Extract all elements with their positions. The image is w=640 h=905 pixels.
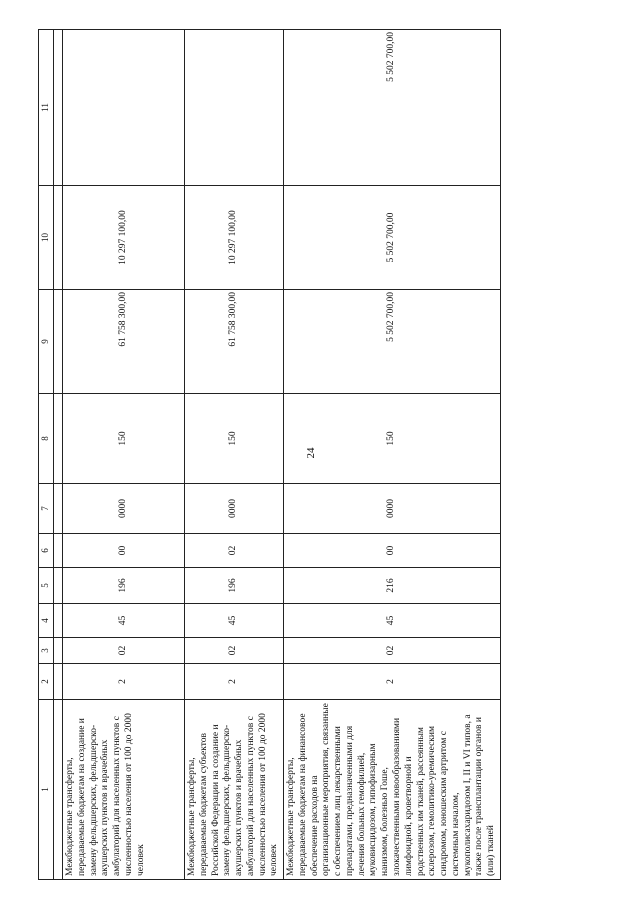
column-header: 2 [39,664,54,700]
cell-col-4: 45 [185,604,284,638]
cell-col-4: 45 [63,604,185,638]
cell-col-5: 216 [284,568,501,604]
row-name: Межбюджетные трансферты, передаваемые бюджетам субъектов Российской Федерации на создание и замену фельдшерских, фельдшерско-акушерских пунктов и врачебных амбулаторий для населенных пунктов с численностью населения от 100 до 2000 человек [185,700,284,880]
cell-col-8: 150 [63,394,185,484]
cell-col-4: 45 [284,604,501,638]
budget-table-sheet [38,30,497,880]
column-header: 1 [39,700,54,880]
cell-col-5: 196 [185,568,284,604]
cell-col-3: 02 [185,638,284,664]
cell-col-7: 0000 [185,484,284,534]
column-header: 11 [39,30,54,186]
cell-col-2: 2 [185,664,284,700]
column-header: 3 [39,638,54,664]
cell-col-10: 5 502 700,00 [284,186,501,290]
cell-col-6: 02 [185,534,284,568]
cell-col-6: 00 [284,534,501,568]
table-row [185,30,284,880]
column-header: 10 [39,186,54,290]
column-header: 9 [39,290,54,394]
table-header-row [39,30,54,880]
column-header: 5 [39,568,54,604]
page-number: 24 [305,447,317,459]
cell-col-10: 10 297 100,00 [63,186,185,290]
cell-col-6: 00 [63,534,185,568]
cell-col-2: 2 [63,664,185,700]
cell-col-11 [185,30,284,186]
cell-col-9: 61 758 300,00 [63,290,185,394]
spacer-row [54,30,63,880]
column-header: 6 [39,534,54,568]
cell-col-8: 150 [284,394,501,484]
row-name: Межбюджетные трансферты, передаваемые бюджетам на финансовое обеспечение расходов на организационные мероприятия, связанные с обеспечением лиц лекарственными препаратами, предназначенными для лечения больных гемофилией, муковисцидозом, гипофизарным нанизмом, болезнью Гоше, злокачественными новообразованиями лимфоидной, кроветворной и родственных им тканей, рассеянным склерозом, гемолитико-уремическим синдромом, юношеским артритом с системным началом, мукополисахаридозом I, II и VI типов, а также после трансплантации органов и (или) тканей [284,700,501,880]
budget-table [38,29,501,880]
cell-col-11: 5 502 700,00 [284,30,501,186]
cell-col-2: 2 [284,664,501,700]
cell-col-9: 5 502 700,00 [284,290,501,394]
column-header: 8 [39,394,54,484]
row-name: Межбюджетные трансферты, передаваемые бюджетам на создание и замену фельдшерских, фельдшерско-акушерских пунктов и врачебных амбулаторий для населенных пунктов с численностью населения от 100 до 2000 человек [63,700,185,880]
table-row [284,30,501,880]
cell-col-5: 196 [63,568,185,604]
column-header: 7 [39,484,54,534]
cell-col-10: 10 297 100,00 [185,186,284,290]
cell-col-7: 0000 [63,484,185,534]
cell-col-8: 150 [185,394,284,484]
rotated-table-region [38,30,497,880]
column-header: 4 [39,604,54,638]
cell-col-7: 0000 [284,484,501,534]
cell-col-9: 61 758 300,00 [185,290,284,394]
cell-col-3: 02 [284,638,501,664]
table-row [63,30,185,880]
cell-col-11 [63,30,185,186]
cell-col-3: 02 [63,638,185,664]
